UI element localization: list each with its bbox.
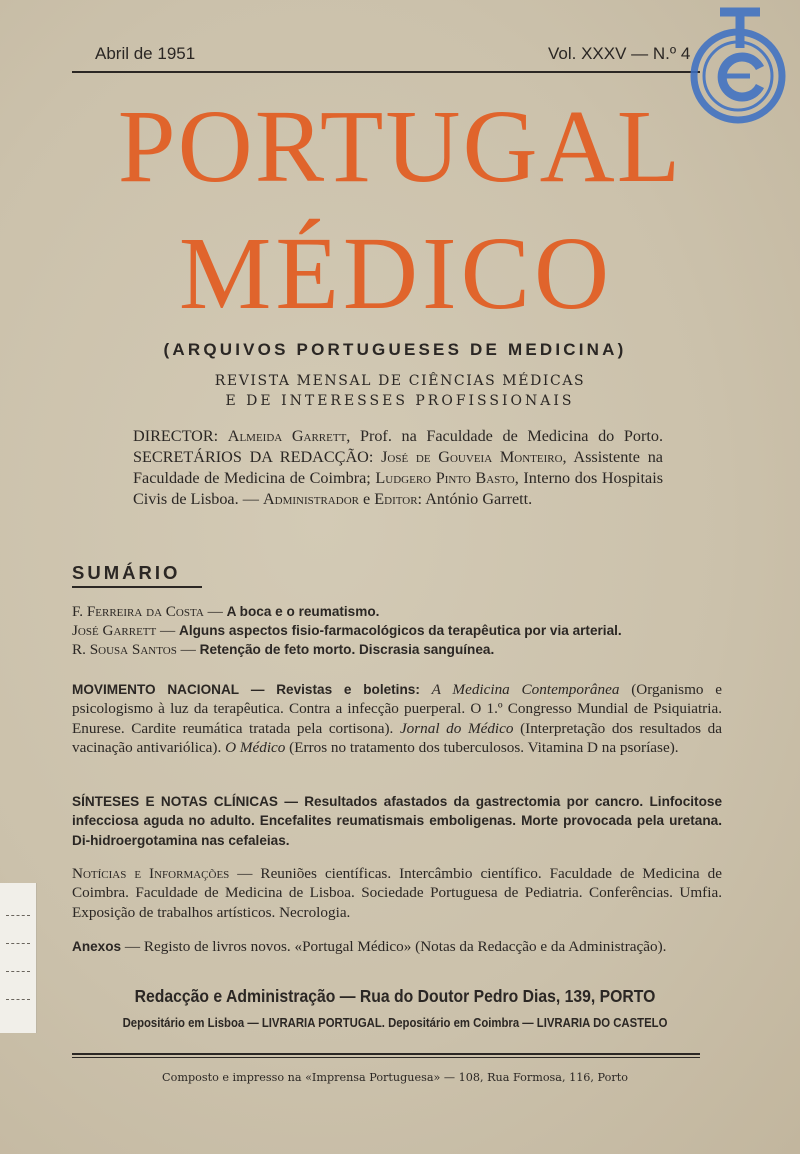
secretary-1-name: José de Gouveia Monteiro	[381, 448, 563, 466]
article-separator: —	[156, 622, 180, 639]
article-author: R. Sousa Santos	[72, 641, 177, 658]
section-text: — Resultados afastados da gastrectomia por cancro. Linfocitose infecciosa aguda no adulto. Encefalites reumatismais emboligenas. Morte provocada pela uretana. Di-hidroergotamina nas cefaleias.	[72, 794, 723, 848]
editorial-address: Redacção e Administração — Rua do Doutor Pedro Dias, 139, PORTO	[134, 986, 656, 1006]
article-separator: —	[203, 603, 227, 620]
secretary-2-name: Ludgero Pinto Basto	[375, 469, 515, 487]
library-label-strip	[0, 883, 37, 1033]
and-word: e	[363, 490, 371, 508]
journal-name: O Médico	[225, 739, 286, 757]
secretaries-label: SECRETÁRIOS DA REDACÇÃO:	[133, 448, 374, 466]
noticias-section	[72, 864, 722, 922]
journal-topics: (Interpretação dos resultados da vacinação antivariólica).	[72, 719, 723, 757]
journal-subtitle: (ARQUIVOS PORTUGUESES DE MEDICINA)	[163, 340, 627, 359]
director-role: , Prof. na Faculdade de Medicina do Porto.	[346, 427, 663, 445]
editor-name: António Garrett.	[425, 490, 533, 508]
administrator-label: Administrador	[262, 490, 359, 508]
journal-name: Jornal do Médico	[399, 719, 514, 737]
journal-description-line2: E DE INTERESSES PROFISSIONAIS	[225, 393, 575, 409]
summary-heading: SUMÁRIO	[72, 562, 202, 588]
article-separator: —	[176, 641, 200, 658]
article-title: Alguns aspectos fisio-farmacológicos da terapêutica por via arterial.	[179, 623, 622, 638]
sinteses-section	[72, 792, 722, 850]
volume-number: Vol. XXXV — N.º 4	[548, 44, 691, 63]
article-title: Retenção de feto morto. Discrasia sanguínea.	[199, 642, 495, 657]
list-item	[72, 640, 722, 659]
director-label: DIRECTOR:	[133, 427, 219, 445]
article-title: A boca e o reumatismo.	[226, 604, 380, 619]
depositaries: Depositário em Lisboa — LIVRARIA PORTUGAL. Depositário em Coimbra — LIVRARIA DO CASTELO	[122, 1015, 668, 1030]
secretary-1-role: , Assistente na Faculdade de Medicina de Coimbra;	[133, 448, 663, 487]
journal-title-line2: MÉDICO	[178, 216, 614, 331]
list-item	[72, 621, 722, 640]
secretary-2-role: , Interno dos Hospitais Civis de Lisboa. —	[133, 469, 664, 508]
journal-name: A Medicina Contemporânea	[431, 681, 620, 698]
movimento-nacional-section	[72, 680, 722, 758]
footer-rule-thin	[72, 1057, 700, 1058]
issue-date: Abril de 1951	[95, 44, 196, 63]
section-label: Anexos	[72, 939, 122, 954]
journal-description-line1: REVISTA MENSAL DE CIÊNCIAS MÉDICAS	[214, 373, 586, 389]
list-item	[72, 602, 722, 621]
director-name: Almeida Garrett	[227, 427, 347, 445]
section-text: — Registo de livros novos. «Portugal Médico» (Notas da Redacção e da Administração).	[124, 938, 667, 955]
article-author: José Garrett	[72, 622, 157, 639]
journal-topics: (Organismo e psicologismo à luz da terapêutica. Contra a infecção puerperal. O 1.º Congresso Mundial de Psiquiatria. Enurese. Cardite reumática tratada pela cortisona).	[72, 681, 722, 737]
journal-title-line1: PORTUGAL	[117, 89, 683, 204]
printer-credit: Composto e impresso na «Imprensa Portuguesa» — 108, Rua Formosa, 116, Porto	[162, 1071, 628, 1084]
editor-label: Editor:	[374, 490, 423, 508]
anexos-section	[72, 937, 722, 956]
header-rule	[72, 71, 700, 73]
section-label: MOVIMENTO NACIONAL	[72, 682, 240, 697]
footer-rule	[72, 1053, 700, 1055]
section-label: Notícias e Informações	[72, 865, 230, 882]
journal-topics: (Erros no tratamento dos tuberculosos. Vitamina D na psoríase).	[289, 739, 679, 757]
editorial-staff	[133, 426, 663, 510]
section-sublabel: — Revistas e boletins:	[250, 682, 420, 697]
article-author: F. Ferreira da Costa	[72, 603, 204, 620]
article-list	[72, 602, 722, 659]
section-text: — Reuniões científicas. Intercâmbio científico. Faculdade de Medicina de Coimbra. Faculdade de Medicina de Lisboa. Sociedade Portuguesa de Pediatria. Conferências. Umfia. Exposição de trabalhos artísticos. Necrologia.	[72, 865, 722, 921]
section-label: SÍNTESES E NOTAS CLÍNICAS	[72, 794, 278, 809]
